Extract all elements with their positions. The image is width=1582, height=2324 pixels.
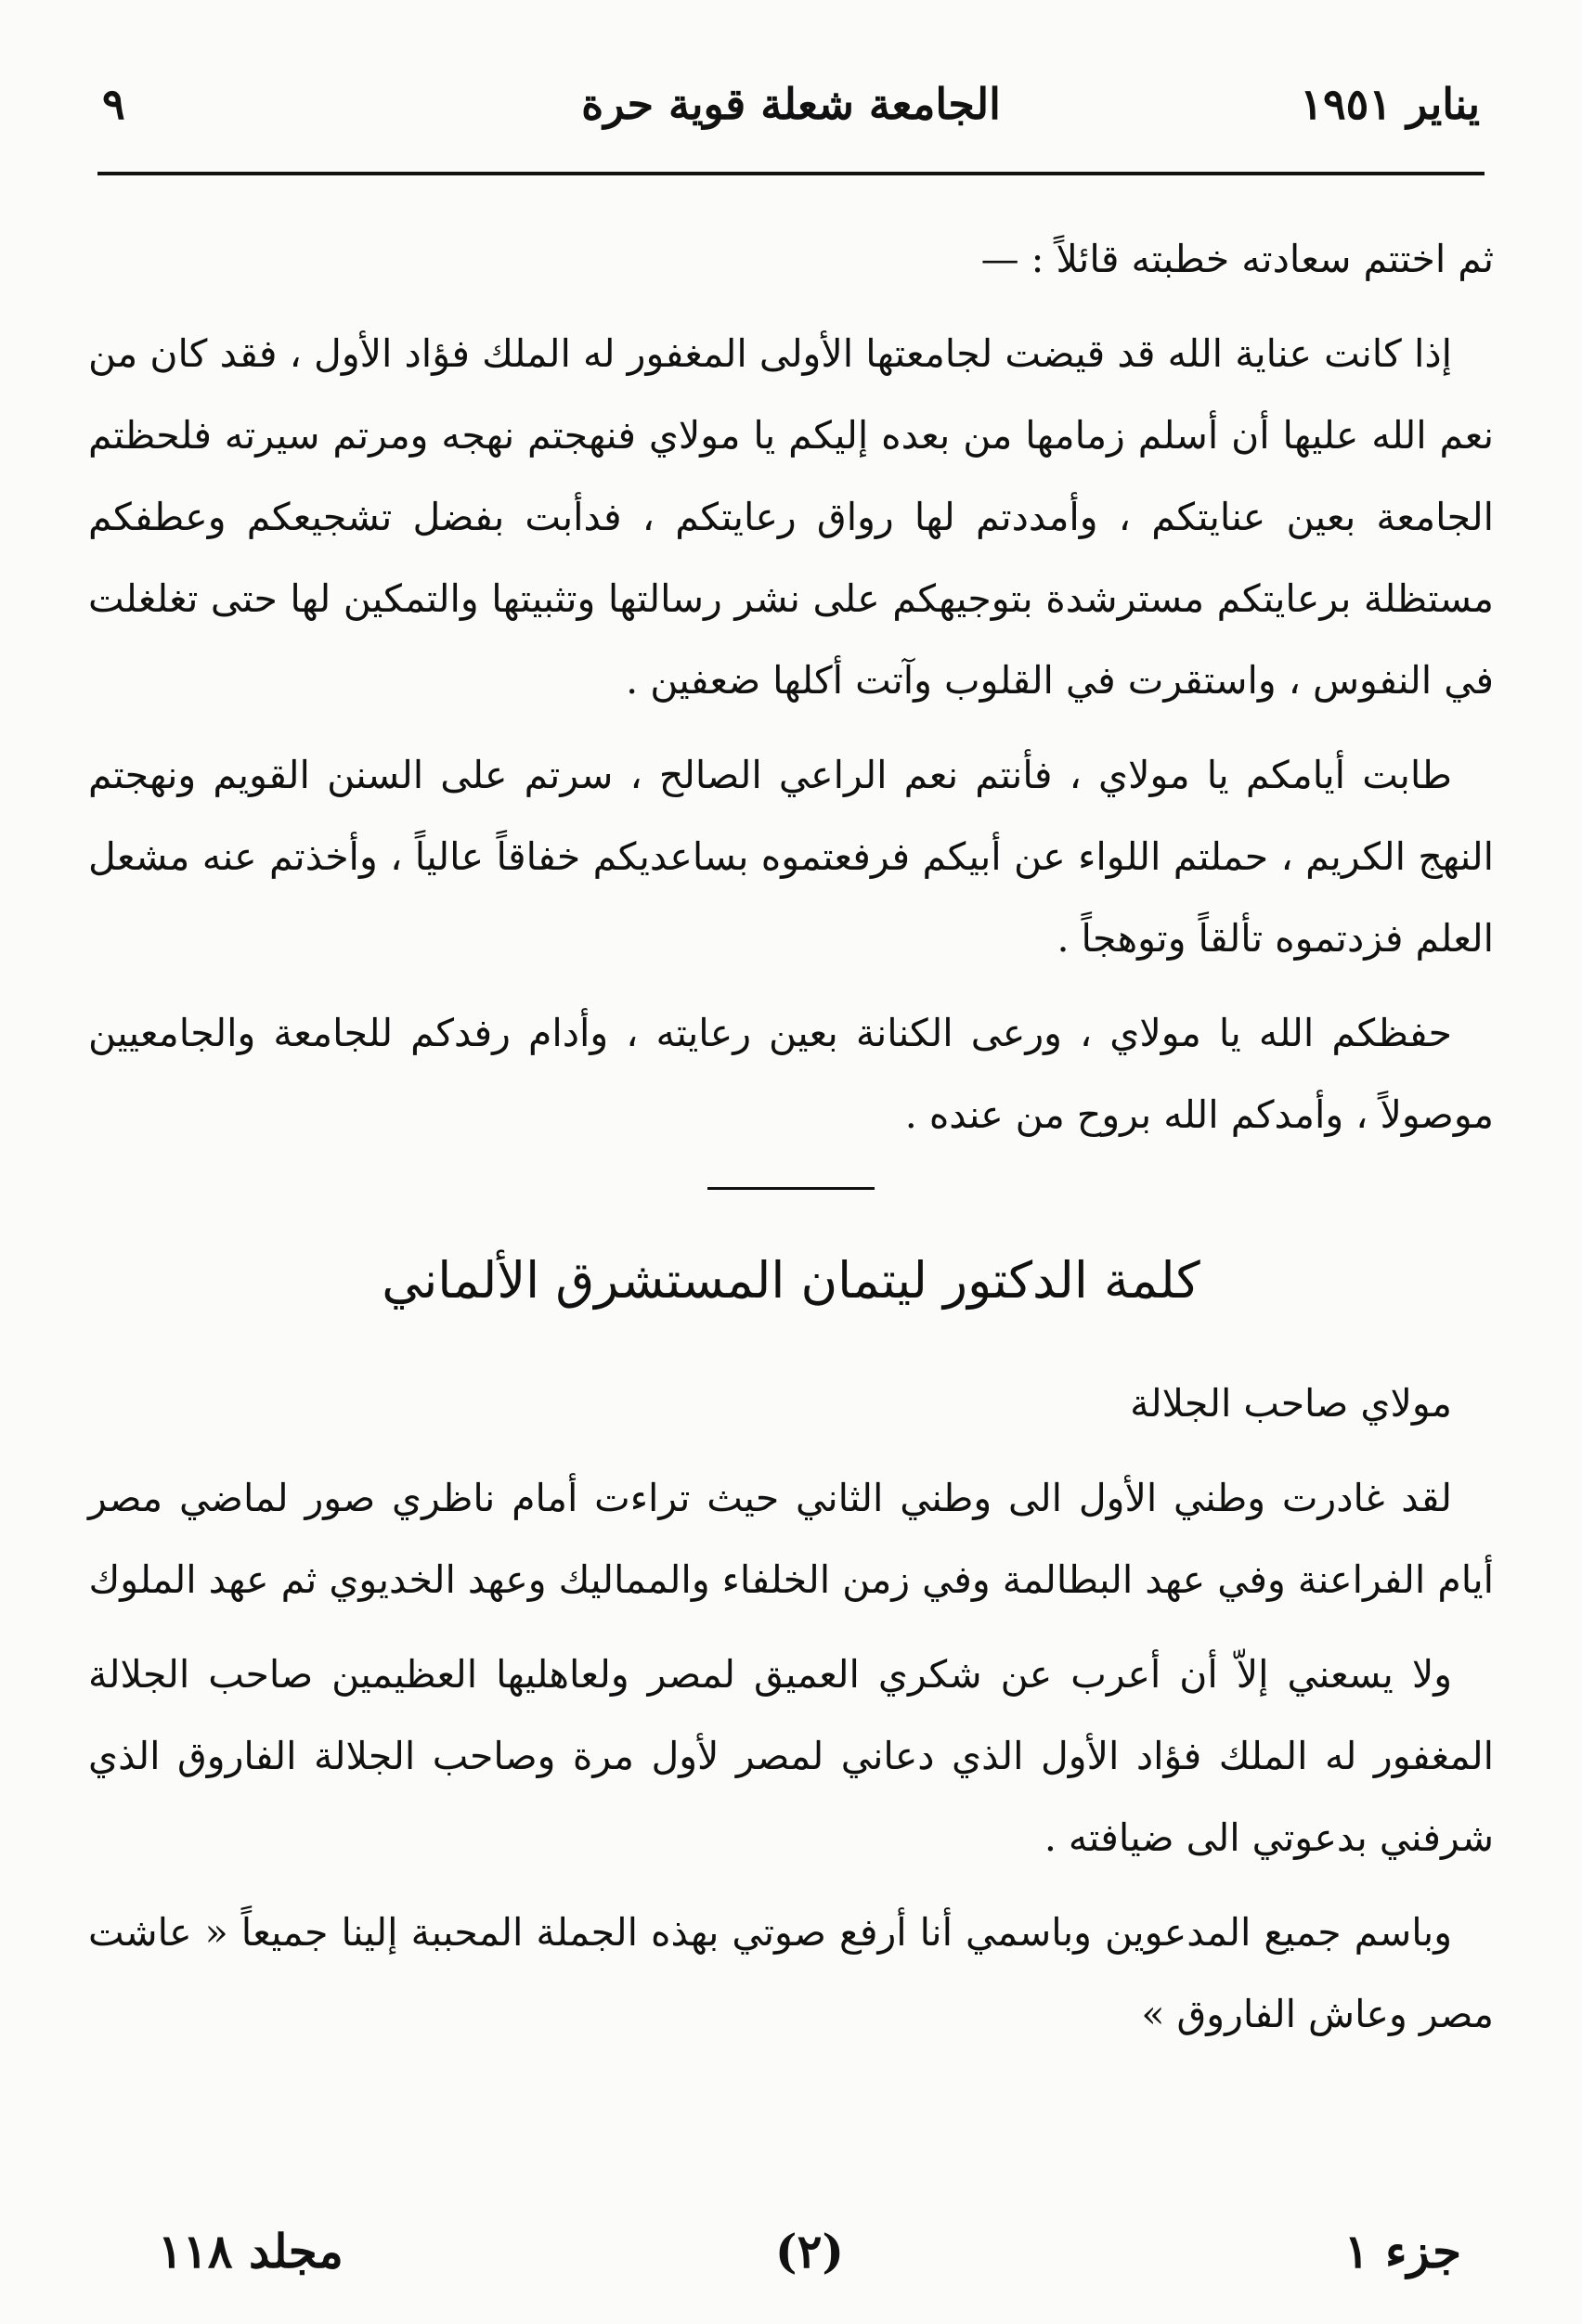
header-rule: [97, 172, 1485, 175]
page-footer: [158, 2214, 1461, 2288]
section-title: كلمة الدكتور ليتمان المستشرق الألماني: [382, 1251, 1200, 1310]
page-number: ٩: [102, 79, 125, 129]
header-date: يناير ١٩٥١: [1300, 79, 1480, 129]
article-body: [88, 218, 1494, 2068]
paragraph: إذا كانت عناية الله قد قيضت لجامعتها الأولى المغفور له الملك فؤاد الأول ، فقد كان من نعم الله عليها أن أسلم زمامها من بعده إليكم يا مولاي فنهجتم نهجه ومرتم سيرته فلحظتم الجامعة بعين عنايتكم ، وأمددتم لها رواق رعايتكم ، فدأبت بفضل تشجيعكم وعطفكم مستظلة برعايتكم مسترشدة بتوجيهكم على نشر رسالتها وتثبيتها والتمكين لها حتى تغلغلت في النفوس ، واستقرت في القلوب وآتت أكلها ضعفين .: [88, 331, 1494, 703]
footer-part: جزء ١: [1343, 2223, 1461, 2279]
paragraph: طابت أيامكم يا مولاي ، فأنتم نعم الراعي الصالح ، سرتم على السنن القويم ونهجتم النهج الكريم ، حملتم اللواء عن أبيكم فرفعتموه بساعديكم خفاقاً عالياً ، وأخذتم عنه مشعل العلم فزدتموه تألقاً وتوهجاً .: [88, 753, 1494, 961]
paragraph: وباسم جميع المدعوين وباسمي أنا أرفع صوتي بهذه الجملة المحببة إلينا جميعاً « عاشت مصر وعاش الفاروق »: [88, 1910, 1494, 2036]
page-header: [102, 67, 1480, 141]
paragraph: لقد غادرت وطني الأول الى وطني الثاني حيث تراءت أمام ناظري صور لماضي مصر أيام الفراعنة وفي عهد البطالمة وفي زمن الخلفاء والمماليك وعهد الخديوي ثم عهد الملوك: [88, 1476, 1494, 1602]
footer-volume: مجلد ١١٨: [158, 2223, 344, 2279]
salutation: مولاي صاحب الجلالة: [1130, 1381, 1452, 1426]
paragraph: ولا يسعني إلاّ أن أعرب عن شكري العميق لمصر ولعاهليها العظيمين صاحب الجلالة المغفور له الملك فؤاد الأول الذي دعاني لمصر لأول مرة وصاحب الجلالة الفاروق الذي شرفني بدعوتي الى ضيافته .: [88, 1652, 1494, 1860]
paragraph: حفظكم الله يا مولاي ، ورعى الكنانة بعين رعايته ، وأدام رفدكم للجامعة والجامعيين موصولاً ، وأمدكم الله بروح من عنده .: [88, 1011, 1494, 1137]
footer-number: (٢): [774, 2223, 845, 2279]
section-divider: [707, 1187, 875, 1190]
header-title: الجامعة شعلة قوية حرة: [581, 79, 1001, 129]
intro-line: ثم اختتم سعادته خطبته قائلاً : —: [980, 237, 1494, 281]
